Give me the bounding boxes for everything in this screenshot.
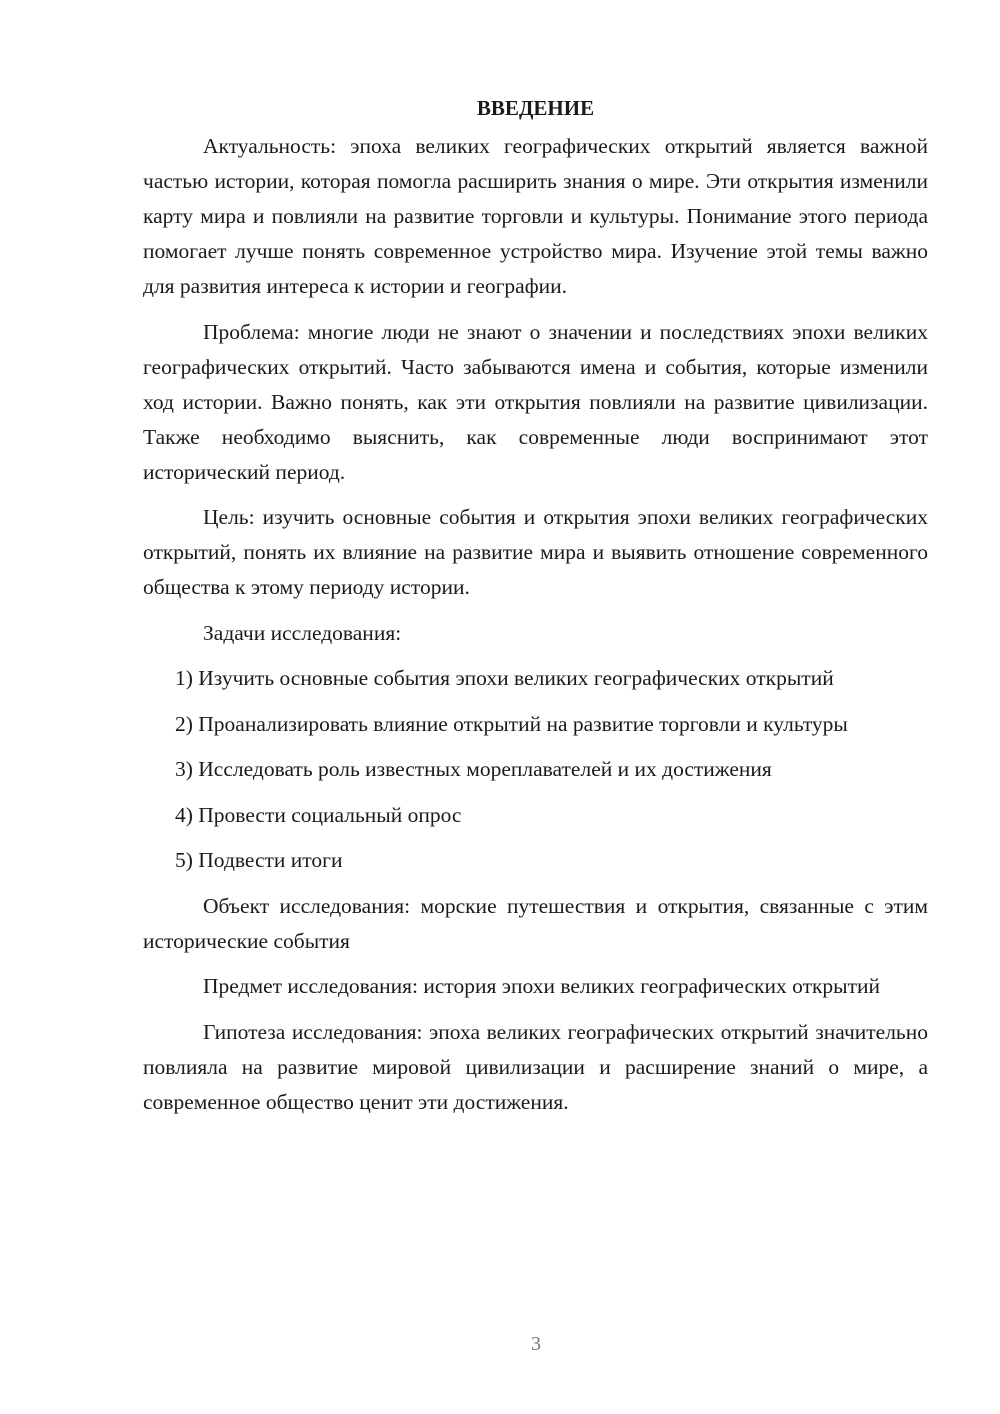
task-item: 1) Изучить основные события эпохи великих географических открытий bbox=[175, 666, 834, 690]
document-page bbox=[143, 93, 928, 1130]
page-number: 3 bbox=[531, 1333, 541, 1355]
task-item: 5) Подвести итоги bbox=[175, 848, 343, 872]
object-paragraph: Объект исследования: морские путешествия и открытия, связанные с этим исторические события bbox=[143, 893, 928, 953]
problem-paragraph: Проблема: многие люди не знают о значении и последствиях эпохи великих географических открытий. Часто забываются имена и события, которые изменили ход истории. Важно понять, как эти открытия повлияли на развитие цивилизации. Также необходимо выяснить, как современные люди воспринимают этот исторический период. bbox=[143, 319, 928, 484]
relevance-paragraph: Актуальность: эпоха великих географических открытий является важной частью истории, которая помогла расширить знания о мире. Эти открытия изменили карту мира и повлияли на развитие торговли и культуры. Понимание этого периода помогает лучше понять современное устройство мира. Изучение этой темы важно для развития интереса к истории и географии. bbox=[143, 134, 928, 298]
section-title: ВВЕДЕНИЕ bbox=[476, 96, 595, 120]
task-item: 2) Проанализировать влияние открытий на развитие торговли и культуры bbox=[175, 711, 848, 736]
task-item: 3) Исследовать роль известных мореплавателей и их достижения bbox=[175, 757, 772, 781]
tasks-heading: Задачи исследования: bbox=[203, 620, 402, 645]
hypothesis-paragraph: Гипотеза исследования: эпоха великих географических открытий значительно повлияла на развитие мировой цивилизации и расширение знаний о мире, а современное общество ценит эти достижения. bbox=[143, 1019, 928, 1114]
subject-paragraph: Предмет исследования: история эпохи великих географических открытий bbox=[203, 974, 881, 998]
task-item: 4) Провести социальный опрос bbox=[175, 802, 462, 827]
goal-paragraph: Цель: изучить основные события и открытия эпохи великих географических открытий, понять их влияние на развитие мира и выявить отношение современного общества к этому периоду истории. bbox=[143, 505, 928, 599]
